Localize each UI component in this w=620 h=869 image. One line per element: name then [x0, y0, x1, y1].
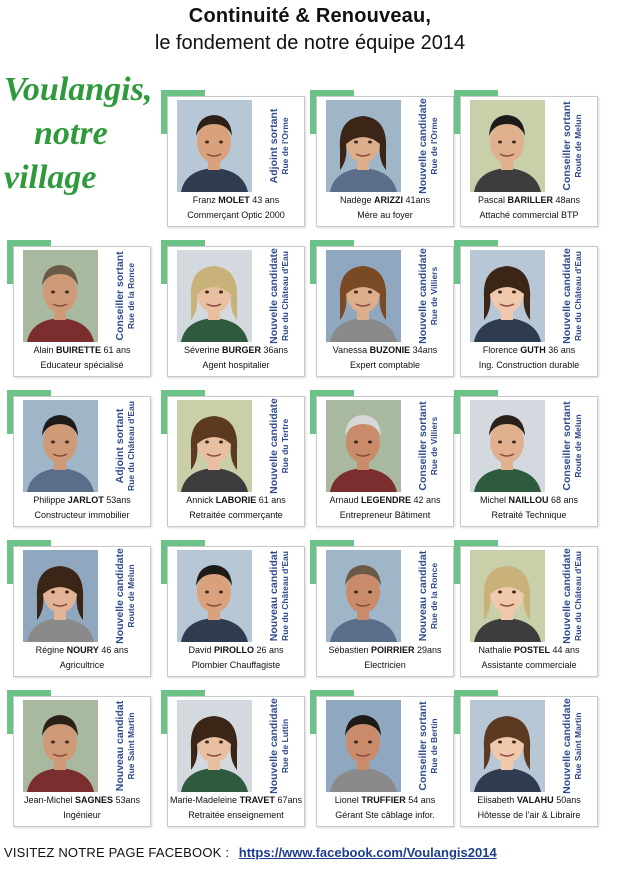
candidate-age: 41ans [405, 195, 431, 205]
candidate-last-name: BARILLER [507, 195, 553, 205]
candidate-photo [470, 100, 545, 192]
role-street: Route de Melun [572, 414, 583, 478]
candidate-photo [23, 250, 98, 342]
candidate-job: Mère au foyer [357, 210, 413, 220]
candidate-first-name: Elisabeth [477, 795, 515, 805]
candidate-age: 29ans [417, 645, 442, 655]
candidate-name [316, 195, 454, 205]
role-title: Nouveau candidat [113, 700, 126, 792]
role-title: Nouvelle candidate [560, 548, 573, 644]
candidate-photo [177, 100, 252, 192]
candidate-age: 36 ans [548, 345, 576, 355]
candidate-card [454, 690, 598, 827]
role-label [102, 248, 148, 344]
candidate-job: Agricultrice [59, 660, 105, 670]
role-title: Conseiller sortant [416, 701, 429, 791]
candidate-name [13, 795, 151, 805]
candidate-card [310, 690, 454, 827]
role-street: Rue Saint Martin [572, 712, 583, 780]
candidate-last-name: GUTH [520, 345, 546, 355]
candidate-card [454, 540, 598, 677]
role-label [256, 398, 302, 494]
candidate-name [316, 345, 454, 355]
candidate-age: 67ans [277, 795, 302, 805]
footer [4, 845, 616, 860]
candidate-job: Constructeur immobilier [34, 510, 130, 520]
candidate-last-name: TRUFFIER [361, 795, 406, 805]
candidate-name [13, 345, 151, 355]
candidate-photo [23, 700, 98, 792]
role-title: Conseiller sortant [113, 251, 126, 341]
candidate-first-name: Nadège [339, 195, 372, 205]
candidate-first-name: Séverine [183, 345, 220, 355]
role-label [405, 548, 451, 644]
candidate-card [310, 540, 454, 677]
role-label [102, 698, 148, 794]
candidate-first-name: Alain [33, 345, 54, 355]
candidate-name [167, 345, 305, 355]
role-title: Nouvelle candidate [267, 248, 280, 344]
candidate-job: Ingénieur [63, 810, 101, 820]
role-label [549, 548, 595, 644]
role-street: Rue de Villiers [428, 266, 439, 326]
candidate-job: Retraité Technique [491, 510, 567, 520]
role-street: Rue du Tertre [279, 418, 290, 474]
candidate-name [167, 195, 305, 205]
role-street: Rue de la Ronce [125, 262, 136, 330]
candidate-name [460, 195, 598, 205]
candidate-name [316, 645, 454, 655]
candidate-name [460, 345, 598, 355]
candidate-photo [326, 700, 401, 792]
facebook-link[interactable]: https://www.facebook.com/Voulangis2014 [238, 845, 497, 860]
candidate-name [167, 795, 305, 805]
page-subtitle: le fondement de notre équipe 2014 [154, 32, 466, 54]
candidate-age: 50ans [556, 795, 581, 805]
role-title: Adjoint sortant [113, 408, 126, 484]
candidate-last-name: BUZONIE [369, 345, 411, 355]
role-street: Rue de Villiers [428, 416, 439, 476]
candidate-card [7, 240, 151, 377]
candidate-name [13, 645, 151, 655]
role-title: Adjoint sortant [267, 108, 280, 184]
candidate-photo [177, 250, 252, 342]
role-title: Nouvelle candidate [416, 98, 429, 194]
role-title: Nouvelle candidate [560, 248, 573, 344]
candidate-job: Ing. Construction durable [478, 360, 580, 370]
role-label [549, 98, 595, 194]
role-label [102, 548, 148, 644]
candidate-last-name: VALAHU [516, 795, 554, 805]
candidate-job: Retraitée enseignement [188, 810, 284, 820]
role-label [256, 698, 302, 794]
candidate-age: 46 ans [101, 645, 129, 655]
candidate-job: Attaché commercial BTP [479, 210, 579, 220]
role-label [549, 698, 595, 794]
role-street: Rue de l'Orme [279, 117, 290, 175]
candidate-card [310, 240, 454, 377]
role-street: Route de Melun [125, 564, 136, 628]
role-street: Rue du Château d'Eau [572, 251, 583, 341]
candidate-age: 61 ans [258, 495, 286, 505]
role-label [256, 98, 302, 194]
role-street: Rue Saint Martin [125, 712, 136, 780]
role-street: Rue du Château d'Eau [279, 551, 290, 641]
candidate-name [460, 645, 598, 655]
candidate-job: Retraitée commerçante [189, 510, 283, 520]
role-title: Conseiller sortant [416, 401, 429, 491]
candidate-photo [470, 550, 545, 642]
candidate-photo [470, 700, 545, 792]
candidate-job: Commerçant Optic 2000 [187, 210, 285, 220]
candidate-last-name: SAGNES [74, 795, 113, 805]
candidate-age: 48ans [555, 195, 581, 205]
candidate-card [161, 90, 305, 227]
candidate-age: 36ans [263, 345, 289, 355]
candidate-first-name: Jean-Michel [23, 795, 73, 805]
candidate-card [161, 390, 305, 527]
role-label [549, 248, 595, 344]
candidate-first-name: Marie-Madeleine [170, 795, 238, 805]
candidate-age: 53ans [106, 495, 131, 505]
candidate-first-name: Philippe [33, 495, 66, 505]
role-title: Conseiller sortant [560, 401, 573, 491]
role-street: Rue du Château d'Eau [572, 551, 583, 641]
role-title: Nouvelle candidate [267, 698, 280, 794]
candidate-last-name: BUIRETTE [55, 345, 101, 355]
candidate-last-name: POSTEL [513, 645, 550, 655]
role-title: Nouveau candidat [267, 550, 280, 642]
candidate-first-name: Michel [479, 495, 506, 505]
candidate-first-name: Annick [186, 495, 214, 505]
role-street: Rue de Luttin [279, 718, 290, 774]
role-label [549, 398, 595, 494]
candidate-first-name: Florence [482, 345, 518, 355]
candidate-name [13, 495, 151, 505]
candidate-job: Hôtesse de l'air & Libraire [477, 810, 581, 820]
candidate-last-name: TRAVET [239, 795, 275, 805]
page-title: Continuité & Renouveau, [188, 5, 432, 27]
candidate-photo [326, 100, 401, 192]
candidate-first-name: Arnaud [329, 495, 359, 505]
candidate-name [460, 495, 598, 505]
candidate-last-name: NAILLOU [508, 495, 549, 505]
candidate-first-name: Nathalie [478, 645, 512, 655]
slogan-line: Voulangis, [4, 71, 153, 108]
candidate-first-name: Franz [192, 195, 216, 205]
candidate-card [454, 240, 598, 377]
slogan-line: village [4, 159, 97, 196]
candidate-first-name: Lionel [334, 795, 359, 805]
candidate-job: Gérant Ste câblage infor. [335, 810, 435, 820]
role-title: Conseiller sortant [560, 101, 573, 191]
candidate-photo [177, 550, 252, 642]
candidate-photo [470, 400, 545, 492]
slogan [4, 68, 174, 200]
role-street: Rue de l'Orme [428, 117, 439, 175]
candidate-card [7, 390, 151, 527]
role-street: Rue de la Ronce [428, 562, 439, 630]
candidate-first-name: Régine [35, 645, 65, 655]
candidate-card [161, 690, 305, 827]
candidate-last-name: MOLET [218, 195, 250, 205]
candidate-job: Entrepreneur Bâtiment [339, 510, 431, 520]
role-label [405, 98, 451, 194]
candidate-age: 68 ans [551, 495, 579, 505]
role-label [405, 698, 451, 794]
role-label [102, 398, 148, 494]
candidate-last-name: LEGENDRE [360, 495, 411, 505]
candidate-age: 44 ans [552, 645, 580, 655]
candidate-age: 26 ans [256, 645, 284, 655]
candidate-photo [326, 400, 401, 492]
candidate-card [310, 390, 454, 527]
role-label [405, 248, 451, 344]
candidate-photo [326, 550, 401, 642]
candidate-name [316, 495, 454, 505]
candidate-name [167, 645, 305, 655]
candidate-card [161, 540, 305, 677]
role-label [256, 548, 302, 644]
candidate-card [7, 540, 151, 677]
candidate-first-name: Pascal [477, 195, 505, 205]
candidate-name [316, 795, 454, 805]
role-street: Rue de Bertin [428, 718, 439, 774]
candidate-photo [177, 400, 252, 492]
candidate-photo [470, 250, 545, 342]
candidate-age: 42 ans [413, 495, 441, 505]
role-street: Route de Melun [572, 114, 583, 178]
candidate-first-name: Vanessa [332, 345, 368, 355]
role-title: Nouvelle candidate [267, 398, 280, 494]
slogan-line: notre [34, 115, 108, 152]
candidate-age: 53ans [115, 795, 141, 805]
candidate-age: 43 ans [252, 195, 280, 205]
role-label [405, 398, 451, 494]
candidate-name [460, 795, 598, 805]
candidate-job: Plombier Chauffagiste [191, 660, 281, 670]
candidate-job: Educateur spécialisé [40, 360, 124, 370]
candidate-first-name: Sébastien [328, 645, 369, 655]
role-title: Nouvelle candidate [113, 548, 126, 644]
candidate-card [454, 390, 598, 527]
role-label [256, 248, 302, 344]
candidate-last-name: NOURY [66, 645, 99, 655]
candidate-age: 61 ans [103, 345, 131, 355]
role-title: Nouvelle candidate [416, 248, 429, 344]
candidate-job: Agent hospitalier [202, 360, 270, 370]
role-street: Rue du Château d'Eau [125, 401, 136, 491]
candidate-name [167, 495, 305, 505]
role-street: Rue du Château d'Eau [279, 251, 290, 341]
candidate-last-name: LABORIE [215, 495, 257, 505]
candidate-age: 34ans [412, 345, 438, 355]
candidate-photo [326, 250, 401, 342]
candidate-job: Expert comptable [349, 360, 421, 370]
candidate-card [161, 240, 305, 377]
candidate-card [310, 90, 454, 227]
candidate-last-name: JARLOT [67, 495, 104, 505]
candidate-job: Electricien [364, 660, 406, 670]
candidate-last-name: ARIZZI [374, 195, 403, 205]
candidate-job: Assistante commerciale [481, 660, 577, 670]
footer-text: VISITEZ NOTRE PAGE FACEBOOK : [4, 845, 230, 860]
candidate-card [7, 690, 151, 827]
candidate-first-name: David [188, 645, 212, 655]
role-title: Nouvelle candidate [560, 698, 573, 794]
candidate-last-name: PIROLLO [213, 645, 254, 655]
candidate-card [454, 90, 598, 227]
candidate-last-name: BURGER [221, 345, 261, 355]
candidate-photo [177, 700, 252, 792]
candidate-photo [23, 550, 98, 642]
role-title: Nouveau candidat [416, 550, 429, 642]
candidate-last-name: POIRRIER [370, 645, 415, 655]
candidate-age: 54 ans [408, 795, 436, 805]
candidate-photo [23, 400, 98, 492]
